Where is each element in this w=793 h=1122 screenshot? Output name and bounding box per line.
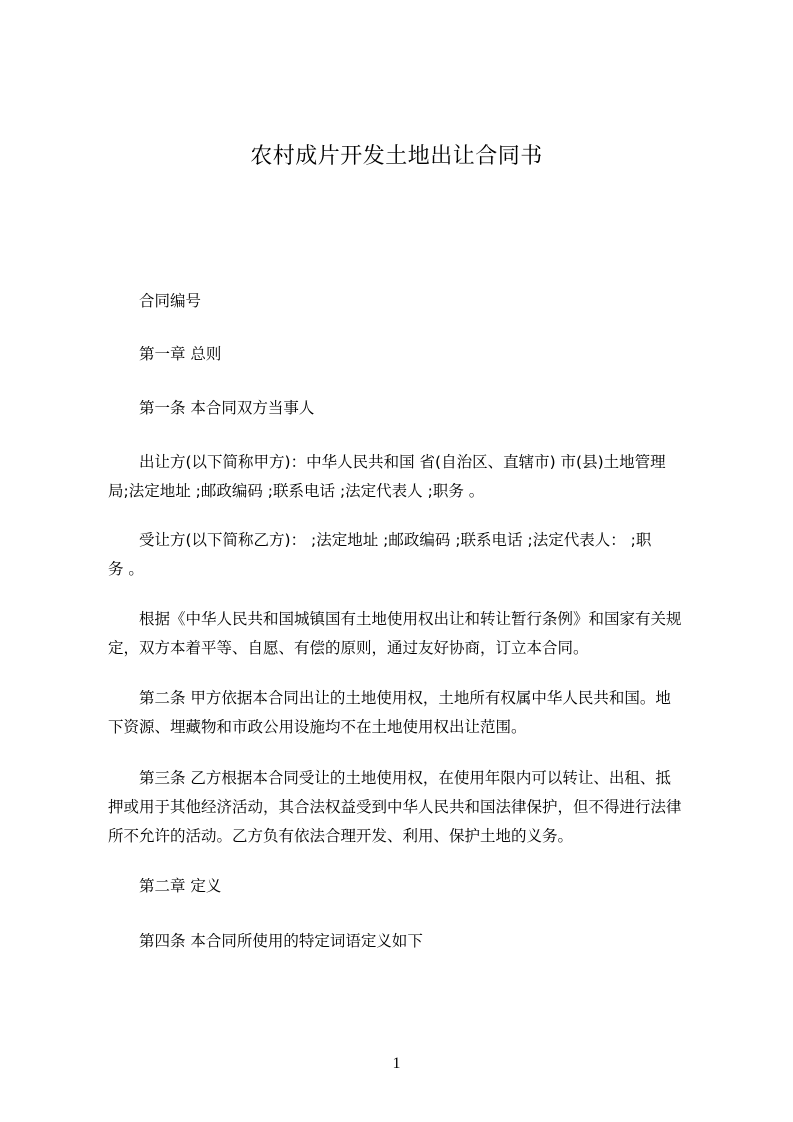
article-2-line-2: 下资源、埋藏物和市政公用设施均不在土地使用权出让范围。 [108,718,527,736]
chapter-1-heading: 第一章 总则 [139,345,222,363]
party-a-line-1: 出让方(以下简称甲方)：中华人民共和国 省(自治区、直辖市) 市(县)土地管理 [139,453,666,471]
legal-basis-line-1: 根据《中华人民共和国城镇国有土地使用权出让和转让暂行条例》和国家有关规 [139,610,682,628]
article-3-line-1: 第三条 乙方根据本合同受让的土地使用权，在使用年限内可以转让、出租、抵 [139,769,671,787]
party-b-line-2: 务 。 [108,560,144,578]
legal-basis-paragraph [108,605,702,663]
legal-basis-line-2: 定，双方本着平等、自愿、有偿的原则，通过友好协商，订立本合同。 [108,639,589,657]
party-a-line-2: 局;法定地址 ;邮政编码 ;联系电话 ;法定代表人 ;职务 。 [108,482,485,500]
article-1-heading: 第一条 本合同双方当事人 [139,399,315,417]
article-4-heading: 第四条 本合同所使用的特定词语定义如下 [139,932,423,950]
party-b-line-1: 受让方(以下简称乙方)： ;法定地址 ;邮政编码 ;联系电话 ;法定代表人： ;职 [139,531,652,549]
article-3-line-3: 所不允许的活动。乙方负有依法合理开发、利用、保护土地的义务。 [108,827,574,845]
contract-number-label: 合同编号 [139,292,202,310]
party-a-paragraph [108,448,702,506]
article-2-paragraph [108,684,702,742]
article-3-line-2: 押或用于其他经济活动，其合法权益受到中华人民共和国法律保护，但不得进行法律 [108,798,682,816]
document-title: 农村成片开发土地出让合同书 [250,144,543,169]
article-3-paragraph [108,764,702,851]
chapter-2-heading: 第二章 定义 [139,877,222,895]
page-number: 1 [392,1055,401,1072]
article-2-line-1: 第二条 甲方依据本合同出让的土地使用权，土地所有权属中华人民共和国。地 [139,689,671,707]
party-b-paragraph [108,526,702,584]
